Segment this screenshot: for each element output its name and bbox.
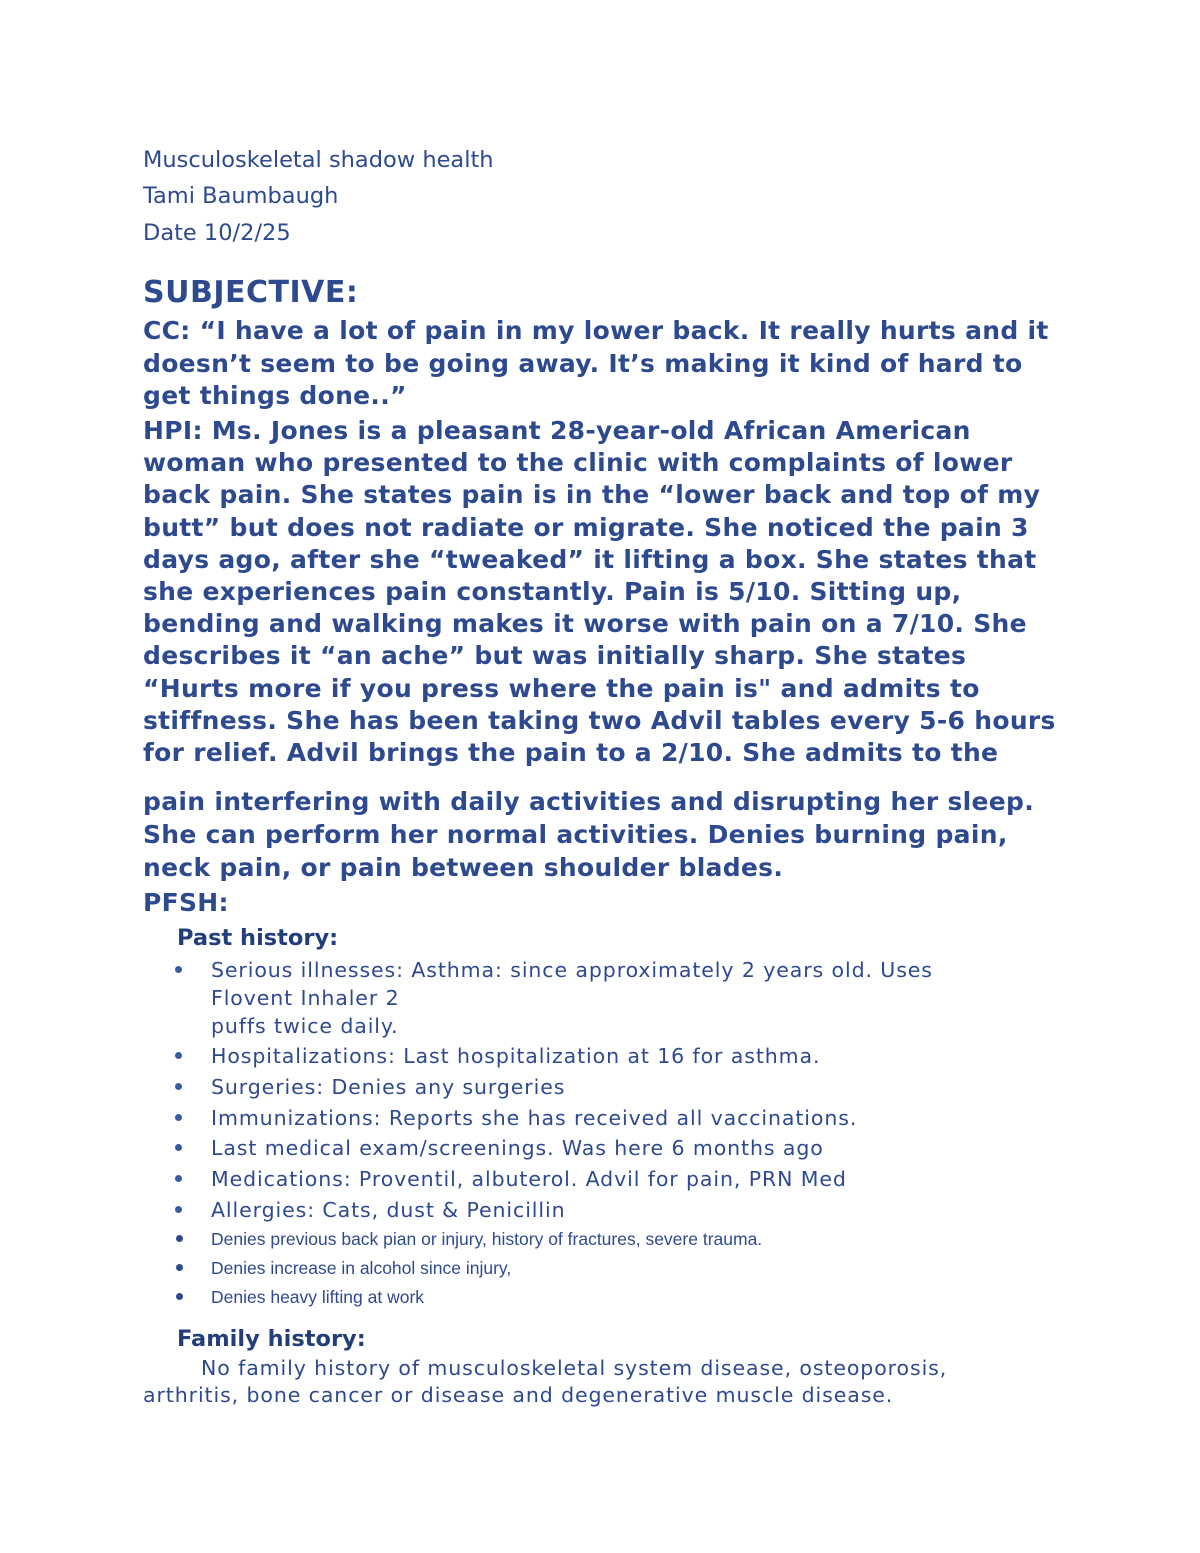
family-history-line: arthritis, bone cancer or disease and degenerative muscle disease. — [143, 1383, 894, 1407]
hpi-line: for relief. Advil brings the pain to a 2/10. She admits to the — [143, 738, 999, 768]
hpi-paragraph — [143, 415, 1083, 769]
bullet-icon — [176, 1264, 183, 1271]
document-date: Date 10/2/25 — [143, 220, 291, 246]
hpi-line: woman who presented to the clinic with complaints of lower — [143, 448, 1013, 478]
list-item-text: Denies increase in alcohol since injury, — [211, 1258, 512, 1278]
list-item — [211, 1196, 1041, 1224]
document-title: Musculoskeletal shadow health — [143, 147, 494, 173]
list-item-text: Denies heavy lifting at work — [211, 1287, 425, 1307]
hpi-line: days ago, after she “tweaked” it lifting a box. She states that — [143, 544, 1037, 574]
hpi-line: she experiences pain constantly. Pain is 5/10. Sitting up, — [143, 577, 962, 607]
chief-complaint — [143, 315, 1083, 413]
cc-line: get things done..” — [143, 381, 407, 410]
past-history-heading: Past history: — [177, 925, 339, 951]
list-item — [211, 1134, 1041, 1162]
pfsh-heading: PFSH: — [143, 888, 229, 917]
list-item — [211, 1042, 1041, 1070]
list-item-line: Hospitalizations: Last hospitalization at 16 for asthma. — [211, 1044, 821, 1068]
list-item-line: Surgeries: Denies any surgeries — [211, 1075, 566, 1099]
list-item-line: Allergies: Cats, dust & Penicillin — [211, 1198, 566, 1222]
bullet-icon — [175, 966, 182, 973]
hpi-line: describes it “an ache” but was initially sharp. She states — [143, 641, 967, 671]
bullet-icon — [176, 1293, 183, 1300]
bullet-icon — [175, 1144, 182, 1151]
hpi-line: back pain. She states pain is in the “lower back and top of my — [143, 480, 1041, 510]
hpi-line: butt” but does not radiate or migrate. She noticed the pain 3 — [143, 512, 1029, 542]
list-item-line: Serious illnesses: Asthma: since approximately 2 years old. Uses — [211, 958, 933, 982]
bullet-icon — [176, 1235, 183, 1242]
list-item — [211, 1227, 1041, 1251]
list-item — [211, 1165, 1041, 1193]
hpi-continuation — [143, 785, 1083, 884]
list-item — [211, 1073, 1041, 1101]
list-item — [211, 1104, 1041, 1132]
family-history-line: No family history of musculoskeletal system disease, osteoporosis, — [201, 1356, 948, 1380]
cc-line: doesn’t seem to be going away. It’s making it kind of hard to — [143, 348, 1023, 378]
family-history-text — [143, 1355, 1103, 1409]
hpi-line: pain interfering with daily activities and disrupting her sleep. — [143, 787, 1035, 816]
bullet-icon — [175, 1114, 182, 1121]
hpi-line: neck pain, or pain between shoulder blades. — [143, 853, 784, 882]
hpi-line: “Hurts more if you press where the pain is" and admits to — [143, 673, 980, 703]
hpi-line: She can perform her normal activities. Denies burning pain, — [143, 820, 1008, 849]
hpi-line: stiffness. She has been taking two Advil tables every 5-6 hours — [143, 705, 1056, 735]
family-history-heading: Family history: — [177, 1326, 366, 1352]
list-item-line: puffs twice daily. — [211, 1014, 399, 1038]
hpi-line: bending and walking makes it worse with pain on a 7/10. She — [143, 609, 1027, 639]
bullet-icon — [175, 1083, 182, 1090]
bullet-icon — [175, 1206, 182, 1213]
list-item — [211, 1285, 1041, 1309]
hpi-line: HPI: Ms. Jones is a pleasant 28-year-old African American — [143, 416, 971, 445]
list-item-line: Immunizations: Reports she has received all vaccinations. — [211, 1106, 858, 1130]
list-item — [211, 1256, 1041, 1280]
bullet-icon — [175, 1052, 182, 1059]
list-item-line: Last medical exam/screenings. Was here 6 months ago — [211, 1136, 824, 1160]
cc-line: CC: “I have a lot of pain in my lower back. It really hurts and it — [143, 316, 1049, 345]
subjective-heading: SUBJECTIVE: — [143, 275, 359, 310]
bullet-icon — [175, 1175, 182, 1182]
author-name: Tami Baumbaugh — [143, 183, 339, 209]
list-item-text: Denies previous back pian or injury, history of fractures, severe trauma. — [211, 1229, 763, 1249]
list-item — [211, 956, 1041, 1040]
list-item-line: Medications: Proventil, albuterol. Advil for pain, PRN Med — [211, 1167, 847, 1191]
list-item-line: Flovent Inhaler 2 — [211, 986, 400, 1010]
